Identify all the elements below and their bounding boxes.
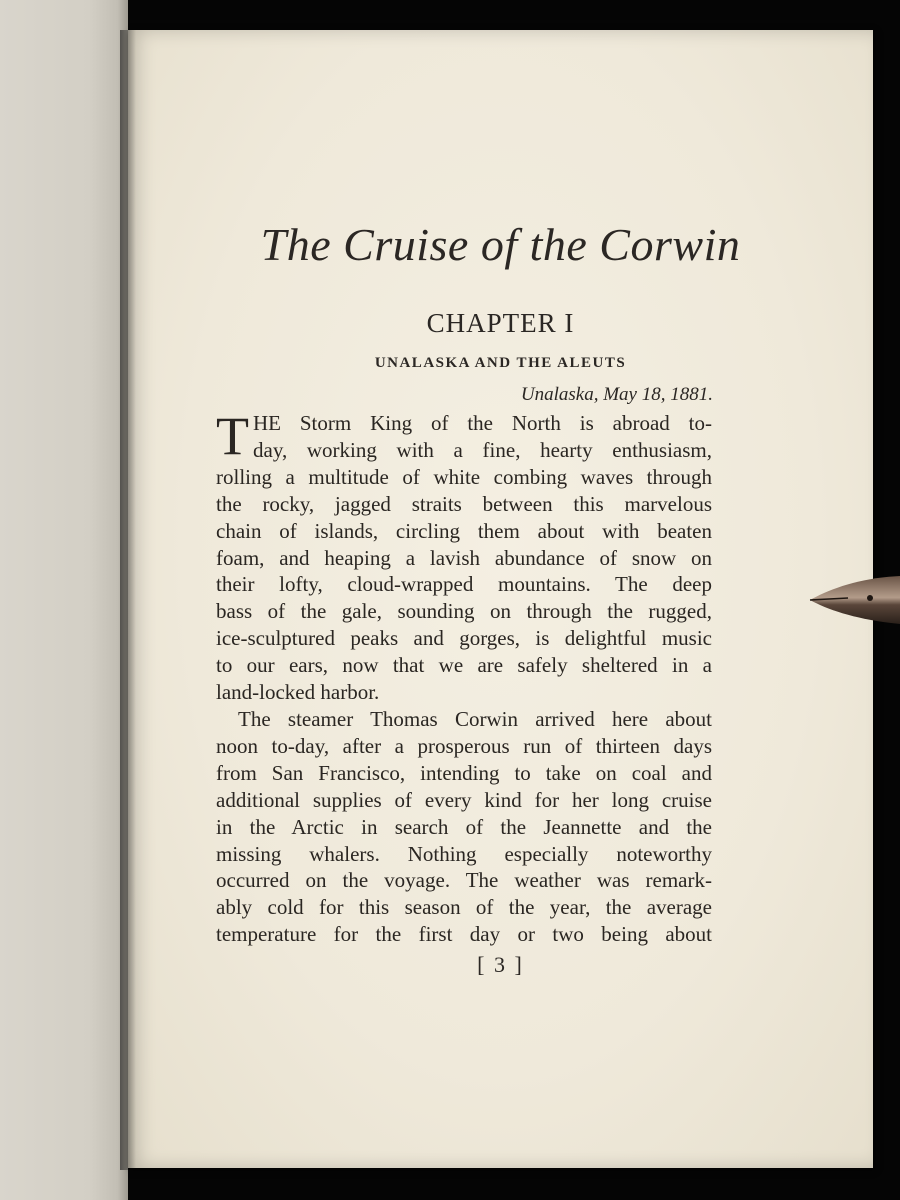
text-line: temperature for the first day or two being about <box>216 922 712 947</box>
text-line: missing whalers. Nothing especially noteworthy <box>216 841 712 866</box>
gutter-shadow <box>120 30 136 1170</box>
text-line: land-locked harbor. <box>216 680 380 705</box>
paragraph-1 <box>216 406 712 706</box>
text-line: the rocky, jagged straits between this marvelous <box>216 491 712 516</box>
text-line: ice-sculptured peaks and gorges, is delightful music <box>216 626 712 651</box>
text-line: from San Francisco, intending to take on coal and <box>216 760 712 785</box>
text-line: HE Storm King of the North is abroad to- <box>253 411 712 435</box>
paragraph-2 <box>216 706 712 948</box>
chapter-subtitle: UNALASKA AND THE ALEUTS <box>374 355 627 371</box>
text-line: their lofty, cloud-wrapped mountains. The deep <box>216 572 712 597</box>
text-line: chain of islands, circling them about with beaten <box>216 518 712 543</box>
body-text <box>216 406 712 948</box>
text-line: ably cold for this season of the year, the average <box>216 895 712 920</box>
page-number: [ 3 ] <box>477 952 524 977</box>
text-line: noon to-day, after a prosperous run of thirteen days <box>216 733 712 758</box>
chapter-heading: CHAPTER I <box>426 308 575 338</box>
text-line: foam, and heaping a lavish abundance of snow on <box>216 545 712 570</box>
text-line: to our ears, now that we are safely sheltered in a <box>216 653 712 678</box>
text-line: day, working with a fine, hearty enthusiasm, <box>253 437 712 462</box>
text-line: additional supplies of every kind for her long cruise <box>216 787 712 812</box>
dateline: Unalaska, May 18, 1881. <box>520 384 713 405</box>
text-line: The steamer Thomas Corwin arrived here about <box>238 706 712 731</box>
right-page <box>128 30 873 1168</box>
text-line: bass of the gale, sounding on through the rugged, <box>216 599 712 624</box>
pen-nib-icon <box>808 568 900 630</box>
text-line: occurred on the voyage. The weather was remark- <box>216 868 712 893</box>
book-title: The Cruise of the Corwin <box>260 219 741 270</box>
drop-cap: T <box>216 406 249 466</box>
left-page <box>0 0 128 1200</box>
text-line: in the Arctic in search of the Jeannette and the <box>216 814 712 839</box>
text-line: rolling a multitude of white combing waves through <box>216 464 712 489</box>
